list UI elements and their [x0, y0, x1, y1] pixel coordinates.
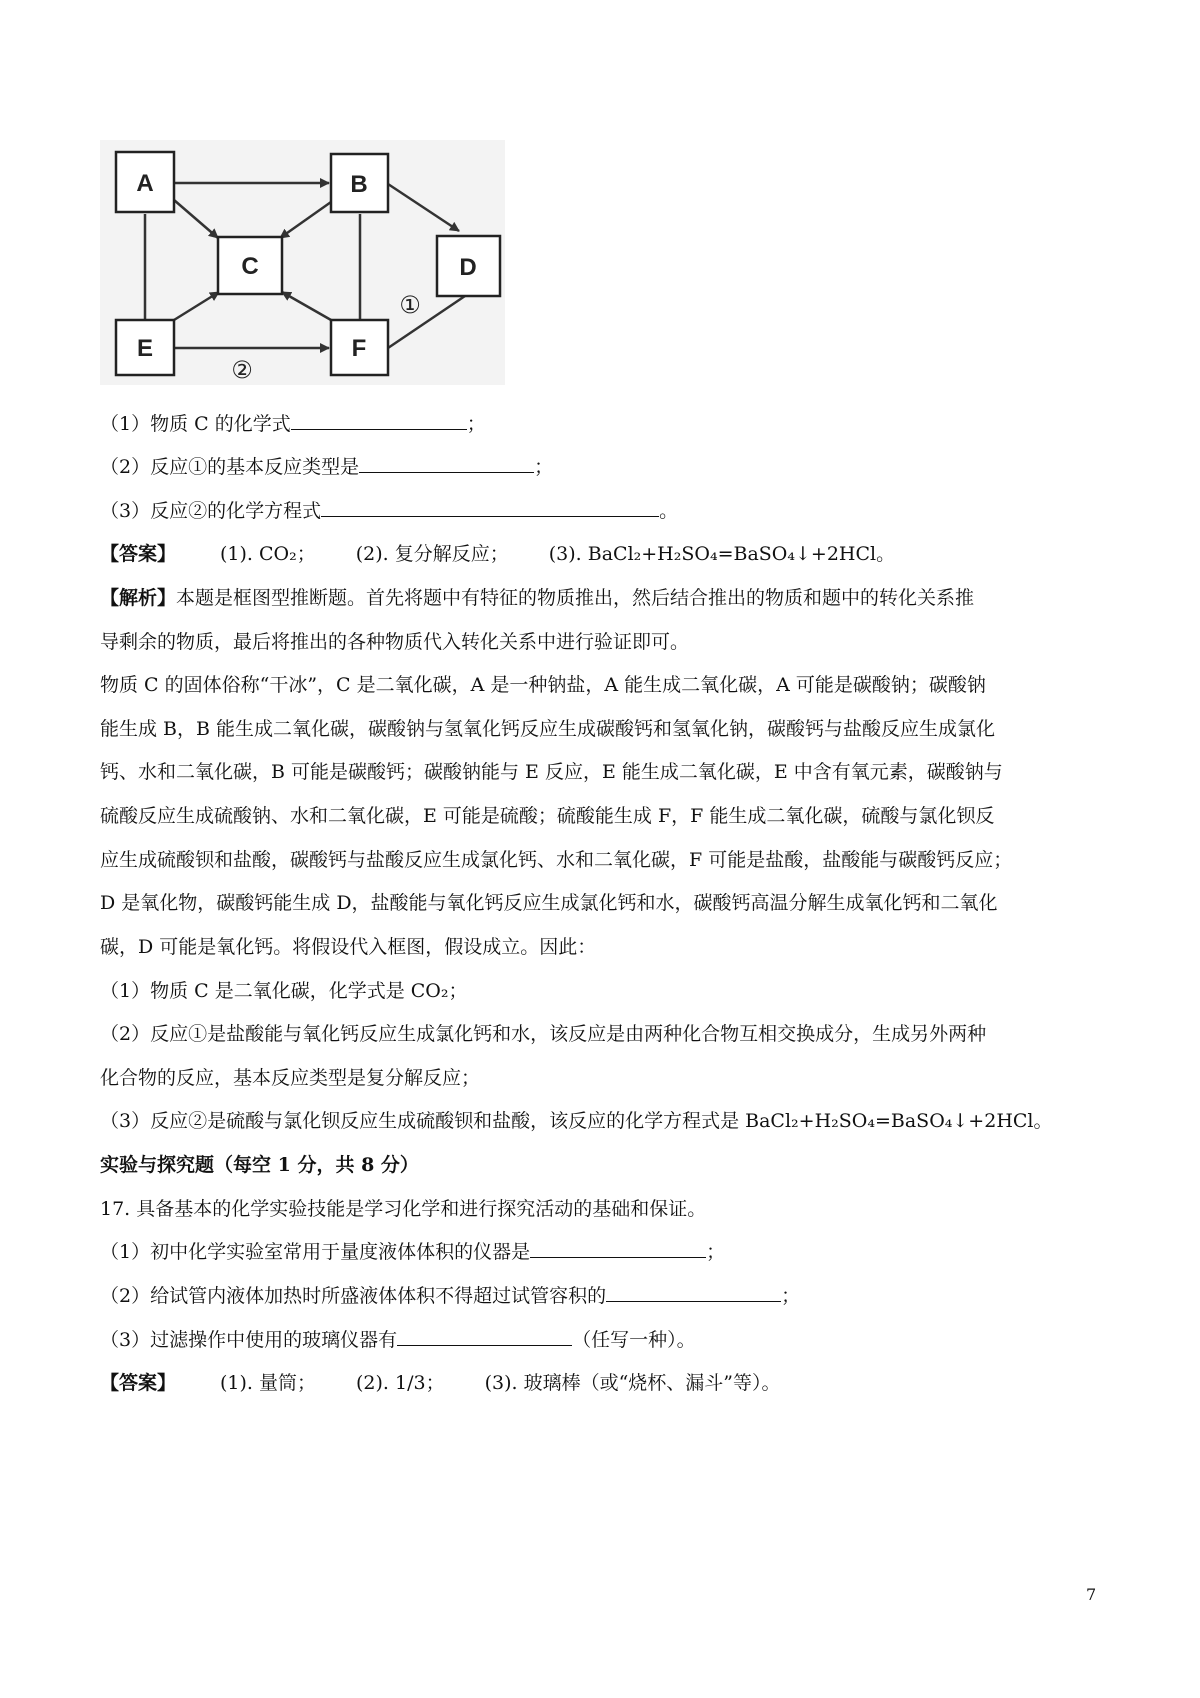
- node-f: F: [351, 335, 367, 362]
- answer-blank[interactable]: [606, 1281, 781, 1302]
- q16-sub3: （3）反应②的化学方程式 。: [100, 496, 678, 526]
- section-title: 实验与探究题（每空 1 分，共 8 分）: [100, 1154, 419, 1176]
- analysis-line-9: 碳，D 可能是氧化钙。将假设代入框图，假设成立。因此：: [100, 936, 597, 958]
- analysis-line-5: 钙、水和二氧化碳，B 可能是碳酸钙；碳酸钠能与 E 反应，E 能生成二氧化碳，E 中含有氧元素，碳酸钠与: [100, 761, 1003, 783]
- analysis-line-6: 硫酸反应生成硫酸钠、水和二氧化碳，E 可能是硫酸；硫酸能生成 F，F 能生成二氧化碳，硫酸与氯化钡反: [100, 805, 995, 827]
- node-b: B: [350, 171, 368, 198]
- q17-sub3: （3）过滤操作中使用的玻璃仪器有 （任写一种）。: [100, 1325, 696, 1355]
- reaction-2-label: ②: [231, 356, 253, 384]
- answer-blank[interactable]: [291, 409, 467, 430]
- answer-blank[interactable]: [530, 1237, 706, 1258]
- q16-answer: 【答案】 (1). CO₂； (2). 复分解反应； (3). BaCl₂+H₂SO₄=BaSO₄↓+2HCl。: [100, 543, 896, 565]
- analysis-line-3: 物质 C 的固体俗称“干冰”，C 是二氧化碳，A 是一种钠盐，A 能生成二氧化碳，A 可能是碳酸钠；碳酸钠: [100, 674, 986, 696]
- q17-answer: 【答案】 (1). 量筒； (2). 1/3； (3). 玻璃棒（或“烧杯、漏斗”等）。: [100, 1372, 781, 1394]
- answer-blank[interactable]: [321, 496, 659, 517]
- answer-blank[interactable]: [397, 1325, 572, 1346]
- analysis-line-4: 能生成 B，B 能生成二氧化碳，碳酸钠与氢氧化钙反应生成碳酸钙和氢氧化钠，碳酸钙与盐酸反应生成氯化: [100, 718, 996, 740]
- analysis-line-12: 化合物的反应，基本反应类型是复分解反应；: [100, 1067, 481, 1089]
- q17-sub2: （2）给试管内液体加热时所盛液体体积不得超过试管容积的 ；: [100, 1281, 800, 1311]
- node-e: E: [136, 335, 154, 362]
- node-c: C: [241, 253, 259, 280]
- analysis-line-11: （2）反应①是盐酸能与氧化钙反应生成氯化钙和水，该反应是由两种化合物互相交换成分，生成另外两种: [100, 1023, 987, 1045]
- node-a: A: [136, 170, 154, 197]
- node-d: D: [459, 254, 477, 281]
- analysis-line-7: 应生成硫酸钡和盐酸，碳酸钙与盐酸反应生成氯化钙、水和二氧化碳，F 可能是盐酸，盐酸能与碳酸钙反应；: [100, 849, 1013, 871]
- analysis-line-2: 导剩余的物质，最后将推出的各种物质代入转化关系中进行验证即可。: [100, 631, 690, 653]
- page-number: 7: [1086, 1585, 1097, 1604]
- reaction-1-label: ①: [399, 291, 421, 319]
- q17-sub1: （1）初中化学实验室常用于量度液体体积的仪器是 ；: [100, 1237, 725, 1267]
- reaction-diagram: [100, 140, 505, 385]
- q16-sub1: （1）物质 C 的化学式 ；: [100, 409, 486, 439]
- analysis-line-13: （3）反应②是硫酸与氯化钡反应生成硫酸钡和盐酸，该反应的化学方程式是 BaCl₂+H₂SO₄=BaSO₄↓+2HCl。: [100, 1110, 1053, 1132]
- q16-sub2: （2）反应①的基本反应类型是 ；: [100, 452, 553, 482]
- answer-blank[interactable]: [359, 452, 534, 473]
- q17-stem: 17. 具备基本的化学实验技能是学习化学和进行探究活动的基础和保证。: [100, 1198, 707, 1220]
- analysis-line-10: （1）物质 C 是二氧化碳，化学式是 CO₂；: [100, 980, 468, 1002]
- analysis-line-8: D 是氧化物，碳酸钙能生成 D，盐酸能与氧化钙反应生成氯化钙和水，碳酸钙高温分解生成氧化钙和二氧化: [100, 892, 998, 914]
- analysis-line-1: 【解析】本题是框图型推断题。首先将题中有特征的物质推出，然后结合推出的物质和题中的转化关系推: [100, 587, 975, 609]
